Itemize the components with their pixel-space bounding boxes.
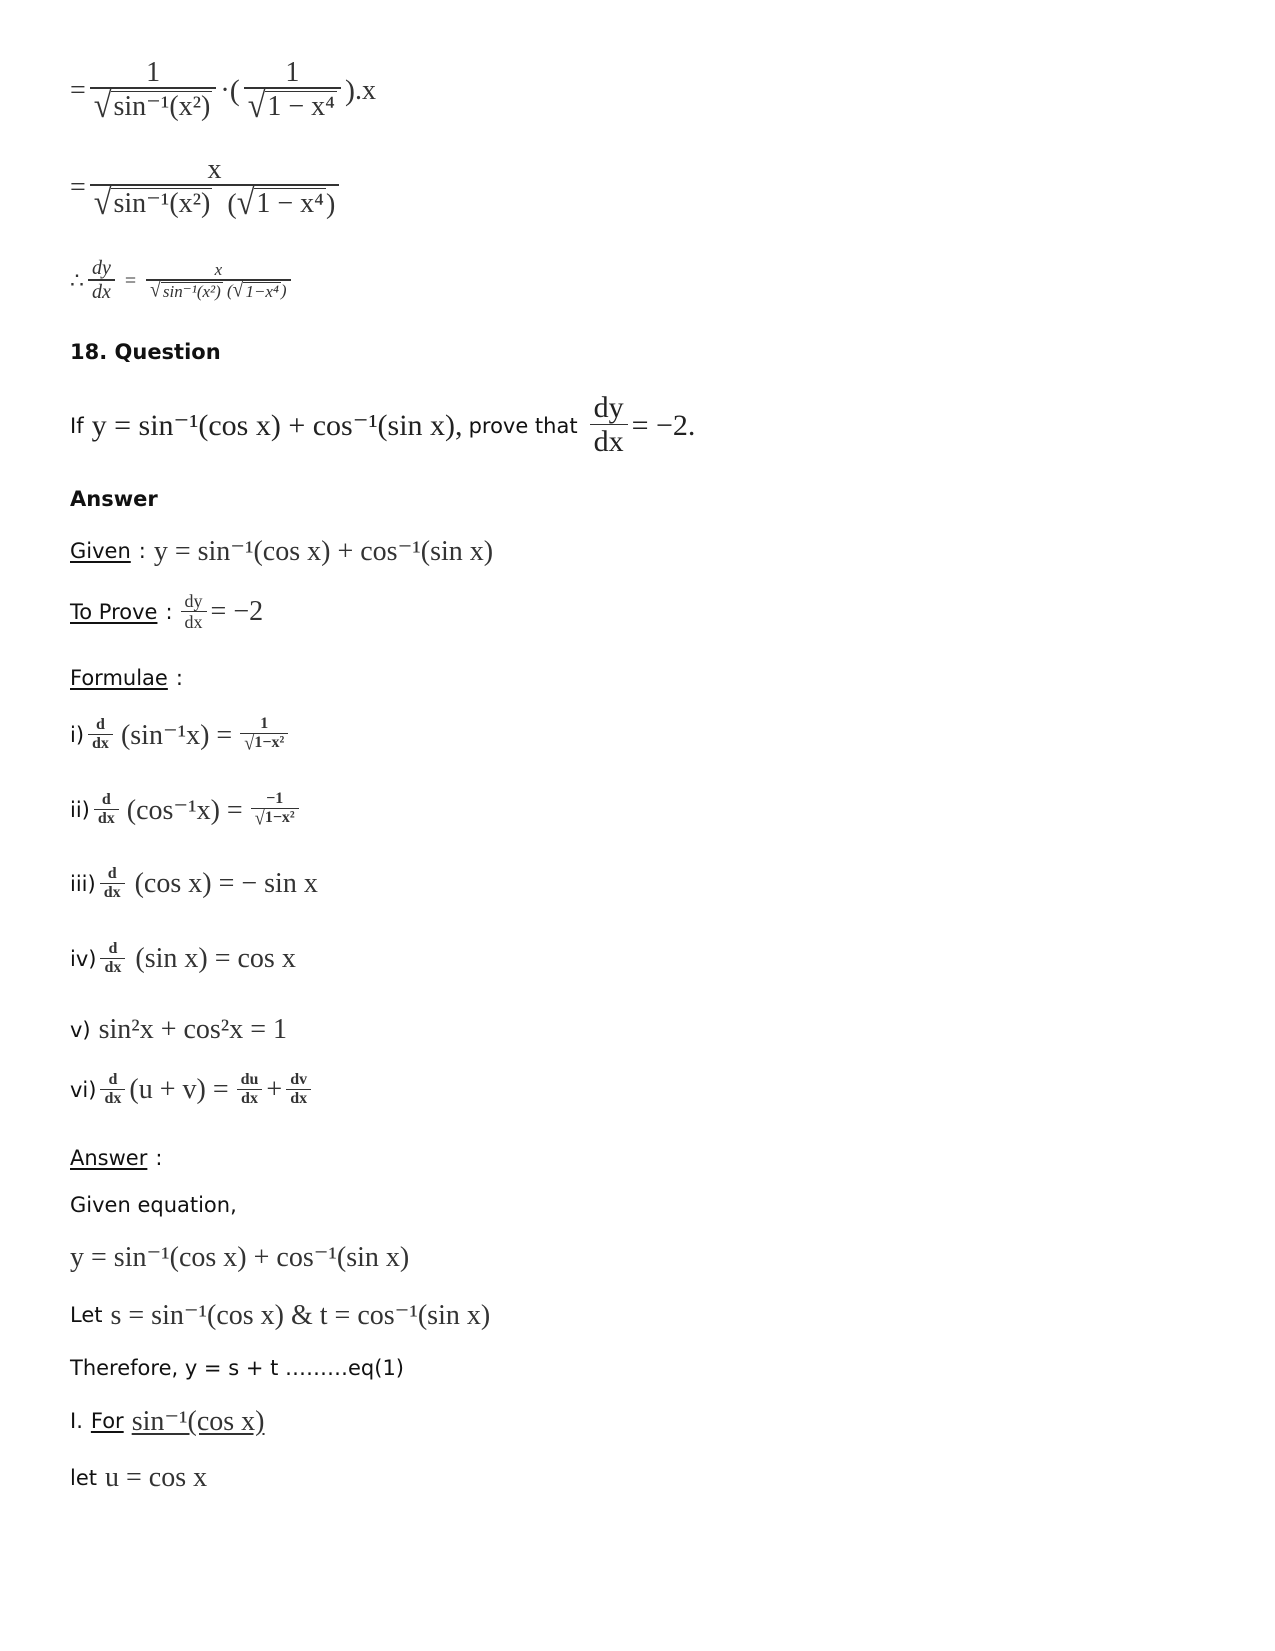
solution-step-1: = 1 √ sin⁻¹(x²) · ( 1 √ 1 − x⁴ ) .x bbox=[70, 57, 376, 126]
sqrt-icon: √ sin⁻¹(x²) bbox=[93, 85, 211, 126]
to-prove-line: To Prove : $\frac{dy}{dx}$ = −2 bbox=[70, 591, 264, 632]
question-heading: 18. Question bbox=[70, 340, 221, 364]
formula-i: i) $\frac{d}{dx}$ (sin⁻¹x) = 1 √ 1−x² bbox=[70, 716, 292, 754]
formula-ii: ii) $\frac{d}{dx}$ (cos⁻¹x) = −1 √ 1−x² bbox=[70, 791, 303, 829]
fraction-2: 1 √ 1 − x⁴ bbox=[244, 58, 341, 125]
question-statement: If y = sin⁻¹(cos x) + cos⁻¹(sin x), prove that $\frac{dy}{dx}$ = −2. bbox=[70, 391, 696, 458]
formula-v: v) sin²x + cos²x = 1 bbox=[70, 1014, 287, 1045]
sqrt-icon: √ sin⁻¹(x²) bbox=[93, 182, 211, 223]
therefore-icon: ∴ bbox=[70, 268, 84, 293]
given-line: Given : y = sin⁻¹(cos x) + cos⁻¹(sin x) bbox=[70, 536, 494, 567]
let-substitution: Let s = sin⁻¹(cos x) & t = cos⁻¹(sin x) bbox=[70, 1300, 491, 1331]
part-1-heading: I. For sin⁻¹(cos x) bbox=[70, 1406, 265, 1437]
sqrt-icon: √ 1−x² bbox=[254, 806, 295, 829]
formula-iii: iii) $\frac{d}{dx}$ (cos x) = − sin x bbox=[70, 865, 318, 901]
fraction: x √ sin⁻¹(x²) ( √ 1 − x⁴ ) bbox=[90, 155, 339, 222]
let-u-line: let u = cos x bbox=[70, 1462, 208, 1493]
sqrt-icon: √ 1−x² bbox=[244, 731, 285, 754]
formulae-heading: Formulae : bbox=[70, 666, 183, 690]
sqrt-icon: √ 1−x⁴ bbox=[232, 279, 279, 303]
sqrt-icon: √ 1 − x⁴ bbox=[247, 85, 335, 126]
sqrt-icon: √ sin⁻¹(x²) bbox=[150, 279, 221, 303]
therefore-line: Therefore, y = s + t ………eq(1) bbox=[70, 1356, 405, 1380]
sqrt-icon: √ 1 − x⁴ bbox=[236, 182, 324, 223]
given-equation-text: Given equation, bbox=[70, 1193, 237, 1217]
fraction-1: 1 √ sin⁻¹(x²) bbox=[90, 58, 217, 125]
solution-step-2: = x √ sin⁻¹(x²) ( √ 1 − x⁴ ) bbox=[70, 155, 343, 222]
solution-conclusion: ∴ $\frac{dy}{dx}$ = x √ sin⁻¹(x²) ( √ 1−x⁴ ) bbox=[70, 258, 295, 304]
formula-vi: vi) $\frac{d}{dx}$ (u + v) = $\frac{du}{dx}$ + $\frac{dv}{dx}$ bbox=[70, 1072, 315, 1108]
answer-heading: Answer bbox=[70, 487, 158, 511]
given-equation: y = sin⁻¹(cos x) + cos⁻¹(sin x) bbox=[70, 1242, 410, 1273]
formula-iv: iv) $\frac{d}{dx}$ (sin x) = cos x bbox=[70, 940, 296, 976]
answer-subheading: Answer : bbox=[70, 1146, 163, 1170]
equals-sign: = bbox=[70, 75, 86, 107]
